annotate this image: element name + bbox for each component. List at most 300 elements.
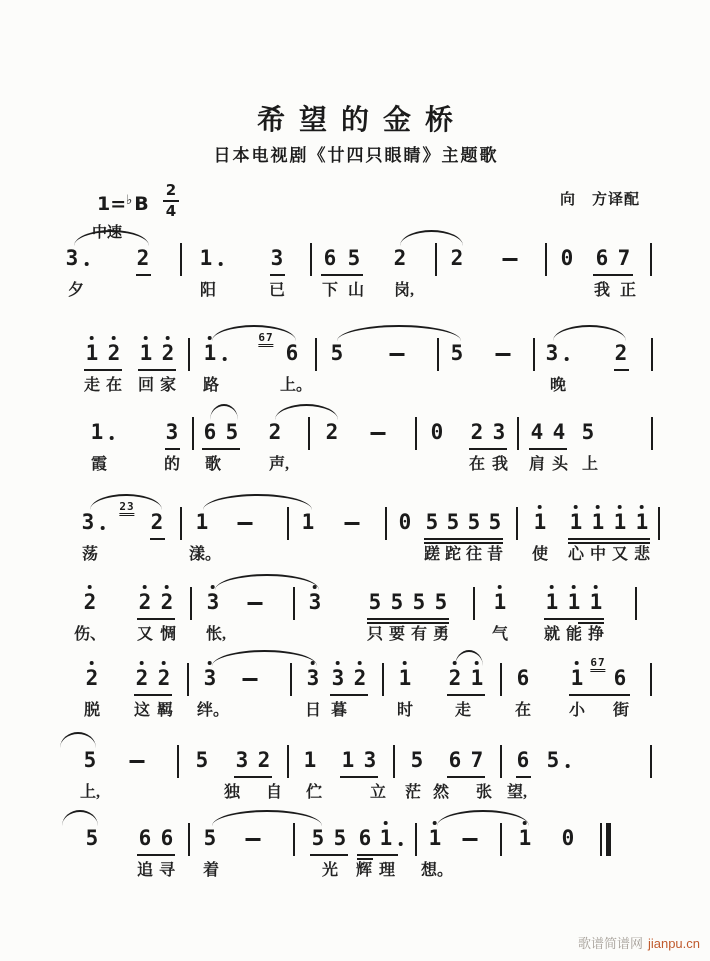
barline [516,507,518,540]
beam-underline [469,448,507,450]
note-digit: 7 [470,748,484,772]
augmentation-dot [222,357,226,361]
octave-dot [596,505,600,509]
note [66,248,79,269]
barline [180,507,182,540]
note-digit: 2 [450,246,464,270]
note-digit: 5 [83,748,97,772]
note-digit: 5 [390,590,404,614]
lyric-syllable: 又 [136,626,154,643]
note [413,592,426,613]
note [596,248,609,269]
barline [308,417,310,450]
barline [188,338,190,371]
octave-dot [523,821,527,825]
note [590,592,603,613]
note-digit: 5 [581,420,595,444]
note [614,512,627,533]
beam-underline [270,274,285,276]
note [561,248,574,269]
music-line-8 [0,828,710,898]
octave-dot [211,585,215,589]
note-digit: 6 [160,826,174,850]
note [158,668,171,689]
barline [437,338,439,371]
beam-underline [136,274,151,276]
note-digit: 5 [203,826,217,850]
note [451,248,464,269]
beam-underline [614,369,629,371]
barline [545,243,547,276]
lyric-syllable: 理 [378,862,396,879]
lyric-syllable: 张 [475,784,493,801]
note [302,512,315,533]
lyric-syllable: 小 [568,702,586,719]
slur-arc [74,230,149,246]
octave-dot [144,336,148,340]
beam-underline [202,448,240,450]
note-digit: 5 [546,748,560,772]
note-digit: 6 [138,826,152,850]
note [449,668,462,689]
note-digit: 6 [203,420,217,444]
slur-arc [212,325,296,341]
music-line-6 [0,656,710,738]
note-digit: 2 [157,666,171,690]
note-digit: 0 [430,420,444,444]
grace-notes [119,501,134,516]
note [636,512,649,533]
barline [415,823,417,856]
note-digit: 2 [85,666,99,690]
lyric-syllable: 茫 [404,784,422,801]
note [137,248,150,269]
lyric-syllable: 岗, [393,282,415,299]
octave-dot [140,661,144,665]
note-digit: 5 [330,341,344,365]
note-digit: 2 [325,420,339,444]
lyric-syllable: 上。 [279,377,313,394]
site-name: 歌谱简谱网 [577,936,643,951]
augmentation-dot [564,357,568,361]
note-digit: 5 [225,420,239,444]
note-digit: 2 [448,666,462,690]
note [582,422,595,443]
barline [500,663,502,696]
dash-continuation [243,678,258,681]
barline [287,745,289,778]
barline [310,243,312,276]
note [391,592,404,613]
note-digit: 6 [448,748,462,772]
octave-dot [166,336,170,340]
note-digit: 2 [83,590,97,614]
note [334,828,347,849]
note [615,343,628,364]
note-digit: 1 [428,826,442,850]
note [331,343,344,364]
lyric-syllable: 路 [202,377,220,394]
note [592,512,605,533]
note-digit: 1 [569,510,583,534]
octave-dot [165,585,169,589]
octave-dot [208,336,212,340]
octave-dot [384,821,388,825]
octave-dot [538,505,542,509]
lyric-syllable: 我 [491,456,509,473]
note [519,828,532,849]
lyric-syllable: 日 [304,702,322,719]
note-digit: 2 [150,510,164,534]
dash-continuation [248,602,263,605]
lyric-syllable: 上, [79,784,101,801]
barline [180,243,182,276]
note-digit: 1 [591,510,605,534]
lyric-syllable: 辉 [355,862,373,879]
note [531,422,544,443]
lyric-syllable: 荡 [81,546,99,563]
site-footer [578,933,700,952]
beam-underline [569,694,630,696]
barline [473,587,475,620]
note-digit: 2 [393,246,407,270]
note-digit: 2 [161,341,175,365]
note [326,422,339,443]
grace-note-digits: 23 [119,500,135,513]
grace-note-digits: 67 [258,331,274,344]
lyric-syllable: 街 [612,702,630,719]
note-digit: 2 [107,341,121,365]
barline [293,823,295,856]
note-digit: 1 [195,510,209,534]
note [236,750,249,771]
note-digit: 5 [368,590,382,614]
note [307,668,320,689]
lyric-syllable: 立 [369,784,387,801]
octave-dot [574,505,578,509]
lyric-syllable: 勇 [432,626,450,643]
octave-dot [594,585,598,589]
lyric-syllable: 望, [506,784,528,801]
note-digit: 1 [589,590,603,614]
octave-dot [575,661,579,665]
note-digit: 1 [470,666,484,690]
lyric-syllable: 只 [366,626,384,643]
beam-underline [367,618,449,620]
octave-dot [208,661,212,665]
beam-underline [310,854,348,856]
note [91,422,104,443]
note-digit: 5 [488,510,502,534]
lyric-syllable: 漾。 [188,546,222,563]
barline [385,507,387,540]
beam-underline [84,369,122,371]
lyric-syllable: 家 [159,377,177,394]
note-digit: 5 [333,826,347,850]
barline [650,243,652,276]
note [200,248,213,269]
note [570,512,583,533]
dash-continuation [246,838,261,841]
augmentation-dot [100,526,104,530]
key-main: 1= [97,193,127,215]
slur-arc [337,325,461,341]
note-digit: 3 [306,666,320,690]
note-digit: 5 [410,748,424,772]
music-line-5 [0,592,710,662]
note [568,592,581,613]
dash-continuation [371,432,386,435]
note [204,422,217,443]
dash-continuation [238,522,253,525]
note [429,828,442,849]
note-digit: 2 [614,341,628,365]
lyric-syllable: 上 [581,456,599,473]
octave-dot [90,336,94,340]
augmentation-dot [398,842,402,846]
grace-notes [258,332,273,347]
site-link[interactable]: jianpu.cn [647,936,700,951]
note-digit: 5 [195,748,209,772]
note-digit: 6 [613,666,627,690]
note [447,512,460,533]
note [380,828,393,849]
slur-arc [203,494,312,510]
music-line-7 [0,750,710,820]
lyric-syllable: 走 [454,702,472,719]
note [534,512,547,533]
note-digit: 5 [425,510,439,534]
lyric-syllable: 挣 [587,626,605,643]
barline [315,338,317,371]
note [204,668,217,689]
lyric-syllable: 走 [83,377,101,394]
barline [293,587,295,620]
augmentation-dot [218,262,222,266]
dash-continuation [503,258,518,261]
note-digit: 1 [635,510,649,534]
beam-underline [137,618,175,620]
note-digit: 1 [518,826,532,850]
beam-underline [137,854,175,856]
note-digit: 1 [90,420,104,444]
note [207,592,220,613]
note-digit: 2 [470,420,484,444]
note-digit: 3 [206,590,220,614]
barline [290,663,292,696]
note-digit: 5 [467,510,481,534]
note-digit: 5 [412,590,426,614]
beam-underline [234,776,272,778]
lyric-syllable: 我 [593,282,611,299]
octave-dot [403,661,407,665]
lyric-syllable: 声, [268,456,290,473]
note-digit: 6 [323,246,337,270]
note [139,592,152,613]
lyric-syllable: 暮 [330,702,348,719]
lyric-syllable: 山 [347,282,365,299]
note-digit: 2 [160,590,174,614]
barline [651,338,653,371]
note [86,668,99,689]
note-digit: 2 [268,420,282,444]
note [269,422,282,443]
lyric-syllable: 心 [567,546,585,563]
note-digit: 3 [545,341,559,365]
barline [187,663,189,696]
note [546,592,559,613]
music-line-2 [0,331,710,413]
lyric-syllable: 这 [133,702,151,719]
note [309,592,322,613]
note [332,668,345,689]
note-digit: 1 [570,666,584,690]
dash-continuation [496,353,511,356]
octave-dot [433,821,437,825]
octave-dot [618,505,622,509]
beam-underline [529,448,567,450]
note [562,828,575,849]
note [226,422,239,443]
note [517,668,530,689]
beam-underline [321,274,363,276]
lyric-syllable: 追 [136,862,154,879]
note [196,750,209,771]
note [161,828,174,849]
beam-underline [340,776,378,778]
augmentation-dot [109,436,113,440]
barline [382,663,384,696]
augmentation-dot [565,764,569,768]
lyric-syllable: 惆 [159,626,177,643]
note [312,828,325,849]
note-digit: 5 [311,826,325,850]
note-digit: 1 [398,666,412,690]
note [82,512,95,533]
note-digit: 1 [533,510,547,534]
lyric-syllable: 已 [268,282,286,299]
note [348,248,361,269]
beam-underline [593,274,633,276]
note [369,592,382,613]
note [359,828,372,849]
lyric-syllable: 在 [468,456,486,473]
barline [651,417,653,450]
lyric-syllable: 自 [265,784,283,801]
note-digit: 3 [363,748,377,772]
lyric-syllable: 气 [491,626,509,643]
page-title: 希望的金桥 [256,104,467,135]
slur-arc [553,325,626,341]
note [196,512,209,533]
note-digit: 1 [85,341,99,365]
note-digit: 3 [492,420,506,444]
note [411,750,424,771]
octave-dot [453,661,457,665]
note [614,668,627,689]
lyric-syllable: 伤、 [73,626,107,643]
note-digit: 5 [434,590,448,614]
beam-underline [568,538,650,540]
beam-underline [357,854,398,856]
note-digit: 2 [353,666,367,690]
note-digit: 6 [516,666,530,690]
barline [635,587,637,620]
grace-note-digits: 67 [590,656,606,669]
dash-continuation [345,522,360,525]
note [431,422,444,443]
lyric-syllable: 在 [105,377,123,394]
lyric-syllable: 霞 [90,456,108,473]
time-signature-denominator: 4 [165,202,177,220]
lyric-syllable: 又 [611,546,629,563]
lyric-syllable: 回 [137,377,155,394]
note-digit: 5 [450,341,464,365]
note-digit: 1 [613,510,627,534]
note [394,248,407,269]
tempo-marking: 中速 [92,225,123,241]
augmentation-dot [84,262,88,266]
barline [533,338,535,371]
note [342,750,355,771]
flat-sign: ♭ [126,193,133,208]
beam-underline [447,694,485,696]
note [451,343,464,364]
barline [500,823,502,856]
note-digit: 5 [85,826,99,850]
note-digit: 7 [617,246,631,270]
dash-continuation [130,760,145,763]
note-digit: 1 [199,246,213,270]
dash-continuation [390,353,405,356]
beam-underline [330,694,368,696]
lyric-syllable: 脱 [83,702,101,719]
lyric-syllable: 能 [565,626,583,643]
octave-dot [143,585,147,589]
barline [190,587,192,620]
note [324,248,337,269]
lyric-syllable: 肩 [528,456,546,473]
note [571,668,584,689]
note [304,750,317,771]
beam-underline [447,776,485,778]
note-digit: 0 [398,510,412,534]
note [471,750,484,771]
lyric-syllable: 要 [388,626,406,643]
note-digit: 3 [65,246,79,270]
note [435,592,448,613]
lyric-syllable: 怅, [205,626,227,643]
note-digit: 2 [138,590,152,614]
note [108,343,121,364]
note [204,343,217,364]
note [84,592,97,613]
lyric-syllable: 着 [202,862,220,879]
octave-dot [88,585,92,589]
lyric-syllable: 使 [531,546,549,563]
lyric-syllable: 蹉 [423,546,441,563]
note [489,512,502,533]
octave-dot [358,661,362,665]
lyric-syllable: 就 [543,626,561,643]
key-letter: B [134,193,149,215]
note-digit: 1 [379,826,393,850]
note-digit: 1 [341,748,355,772]
note [399,668,412,689]
lyric-syllable: 在 [514,702,532,719]
lyric-syllable: 下 [321,282,339,299]
octave-dot [313,585,317,589]
